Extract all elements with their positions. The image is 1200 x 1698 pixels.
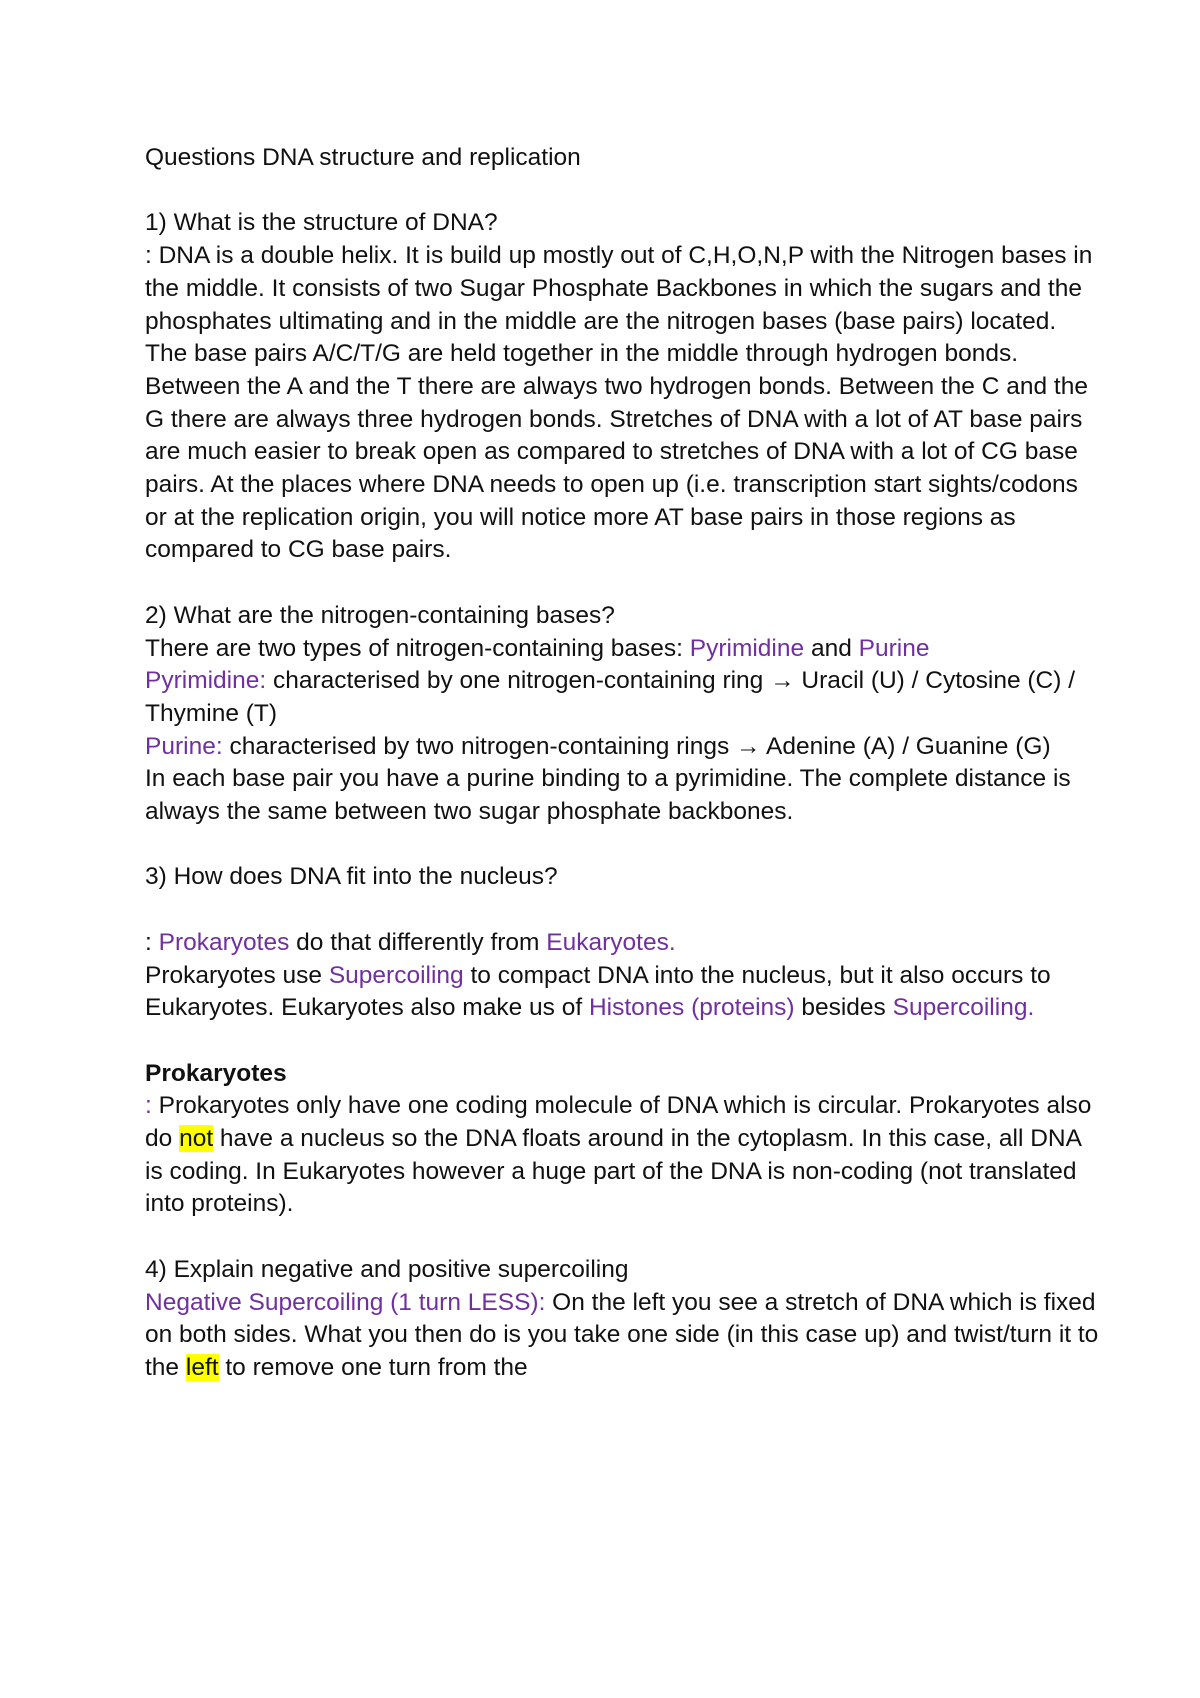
mid-text: do that differently from (289, 928, 547, 956)
pyrimidine-definition (145, 665, 1100, 730)
eukaryotes-term: Eukaryotes. (546, 928, 676, 956)
question-3: 3) How does DNA fit into the nucleus? (145, 863, 558, 891)
pyrimidine-text: characterised by one nitrogen-containing ring → Uracil (U) / Cytosine (C) / Thymine (T) (145, 667, 1076, 727)
prokaryotes-text (145, 1090, 1100, 1221)
purine-term: Purine (858, 634, 930, 662)
histones-term: Histones (proteins) (588, 994, 795, 1022)
prokaryotes-heading: Prokaryotes (145, 1059, 287, 1087)
besides-text: besides (794, 994, 893, 1022)
pyrimidine-term: Pyrimidine (689, 634, 805, 662)
prokaryotes-term: Prokaryotes (158, 928, 290, 956)
spacer (145, 175, 1100, 208)
highlight-left: left (185, 1353, 219, 1381)
supercoiling-term: Supercoiling (328, 961, 464, 989)
lead-colon: : (145, 928, 159, 956)
negative-supercoiling-label: Negative Supercoiling (1 turn LESS): (145, 1288, 546, 1316)
and-text: and (804, 634, 859, 662)
intro-text: There are two types of nitrogen-containing bases: (145, 634, 690, 662)
highlight-not: not (179, 1125, 214, 1153)
body-start: Prokaryotes use (145, 961, 329, 989)
question-1: 1) What is the structure of DNA? (145, 209, 498, 237)
body-mid: to compact DNA into the nucleus, but it also occurs to Eukaryotes. Eukaryotes also make us of (145, 961, 1051, 1022)
answer-3-lead (145, 927, 1100, 960)
answer-3-body (145, 960, 1100, 1025)
base-pair-text: In each base pair you have a purine binding to a pyrimidine. The complete distance is always the same between two sugar phosphate backbones. (145, 765, 1071, 826)
answer-4-text-2: to remove one turn from the (218, 1353, 528, 1381)
answer-1: : DNA is a double helix. It is build up mostly out of C,H,O,N,P with the Nitrogen bases in the middle. It consists of two Sugar Phosphate Backbones in which the sugars and the phosphates ultimating and in the middle are the nitrogen bases (base pairs) located. The base pairs A/C/T/G are held together in the middle through hydrogen bonds. Between the A and the T there are always two hydrogen bonds. Between the C and the G there are always three hydrogen bonds. Stretches of DNA with a lot of AT base pairs are much easier to break open as compared to stretches of DNA with a lot of CG base pairs. At the places where DNA needs to open up (i.e. transcription start sights/codons or at the replication origin, you will notice more AT base pairs in those regions as compared to CG base pairs. (145, 242, 1093, 564)
spacer (145, 829, 1100, 862)
answer-2-intro (145, 633, 1100, 666)
spacer (145, 894, 1100, 927)
question-4: 4) Explain negative and positive supercoiling (145, 1255, 629, 1283)
purine-definition (145, 731, 1100, 764)
answer-4 (145, 1287, 1100, 1385)
prokaryotes-text-1: Prokaryotes only have one coding molecule of DNA which is circular. Prokaryotes also do (145, 1092, 1092, 1153)
pyrimidine-label: Pyrimidine: (145, 667, 267, 695)
spacer (145, 1221, 1100, 1254)
spacer (145, 567, 1100, 600)
purine-text: characterised by two nitrogen-containing rings → Adenine (A) / Guanine (G) (222, 732, 1051, 760)
spacer (145, 1025, 1100, 1058)
purine-label: Purine: (145, 732, 223, 760)
answer-4-text-1: On the left you see a stretch of DNA which is fixed on both sides. What you then do is you take one side (in this case up) and twist/turn it to the (145, 1288, 1099, 1381)
document-title: Questions DNA structure and replication (145, 144, 581, 171)
question-2: 2) What are the nitrogen-containing bases? (145, 601, 615, 629)
supercoiling-term-end: Supercoiling. (892, 994, 1035, 1022)
prokaryotes-text-2: have a nucleus so the DNA floats around in the cytoplasm. In this case, all DNA is coding. In Eukaryotes however a huge part of the DNA is non-coding (not translated into proteins). (145, 1125, 1081, 1218)
prokaryotes-colon: : (145, 1092, 152, 1120)
